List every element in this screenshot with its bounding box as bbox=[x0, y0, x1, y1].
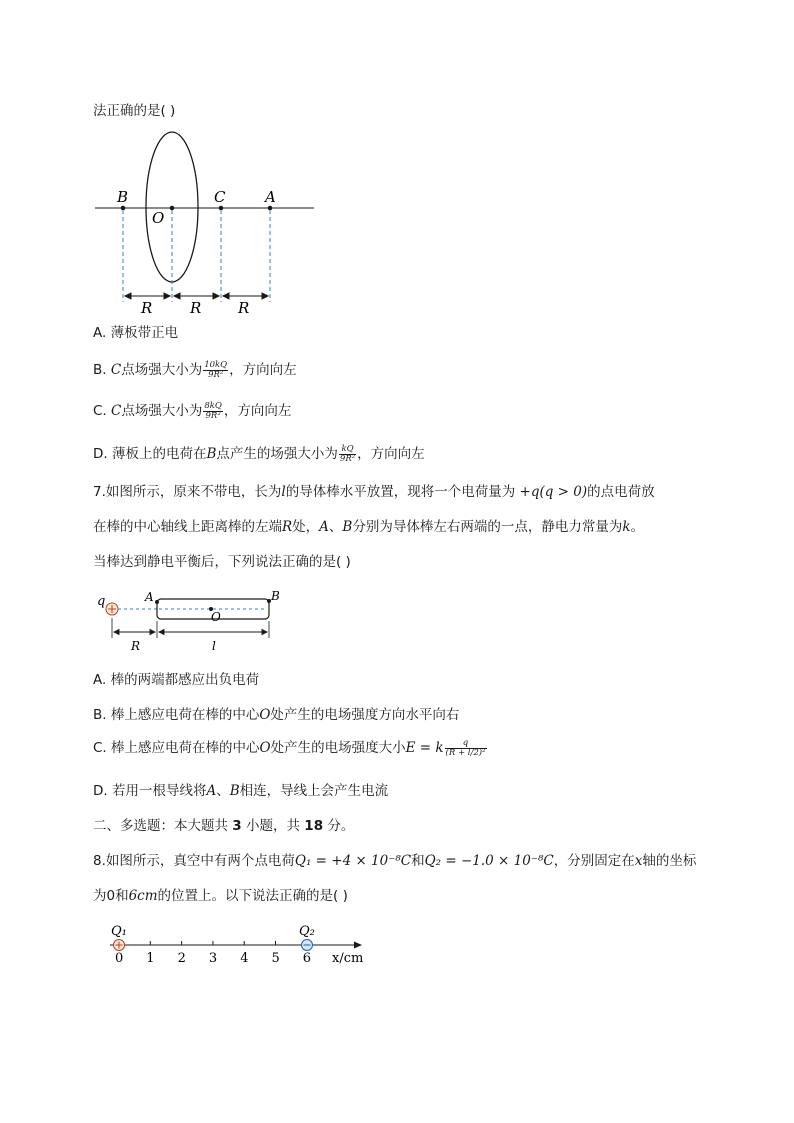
q7-option-D-b: 相连，导线上会产生电流 bbox=[239, 783, 389, 799]
q8-l2-c: 的位置上。以下说法正确的是( ) bbox=[157, 888, 348, 904]
q6-option-C-suffix: ，方向向左 bbox=[223, 403, 292, 419]
q7-stem-line1 bbox=[93, 482, 655, 502]
q8-l1-Q1: Q₁ = +4 × 10⁻⁸C bbox=[294, 853, 412, 869]
section2-c: 分。 bbox=[323, 818, 355, 834]
q8-l1-b: ，分别固定在 bbox=[553, 853, 635, 869]
q6-label-C: C bbox=[214, 188, 226, 206]
q6-stem-tail: 法正确的是( ) bbox=[93, 103, 176, 119]
q7-extension-lines bbox=[112, 618, 269, 638]
q7-option-C bbox=[93, 738, 488, 758]
q8-tick-label: 1 bbox=[146, 951, 155, 966]
q7-option-C-num: q bbox=[445, 739, 487, 749]
q7-figure bbox=[95, 588, 295, 658]
q7-label-q: q bbox=[97, 594, 106, 609]
q6-dashed-guides bbox=[123, 210, 270, 302]
q7-l2-R: R bbox=[282, 519, 293, 535]
q6-option-C-fraction bbox=[203, 402, 223, 421]
q7-option-C-den: (R + l/2)² bbox=[445, 747, 486, 758]
q6-option-C-var: C bbox=[111, 403, 122, 419]
q7-point-A bbox=[155, 600, 159, 604]
q6-option-C-den: 9R² bbox=[205, 410, 221, 421]
q6-label-R1: R bbox=[141, 299, 153, 317]
q7-option-D-a: D. 若用一根导线将 bbox=[93, 783, 207, 799]
q7-l2-e: 。 bbox=[630, 519, 645, 535]
q6-option-C-num: 8kQ bbox=[204, 400, 222, 411]
q6-point-B bbox=[121, 206, 126, 211]
q6-option-B-prefix: B. bbox=[93, 362, 111, 378]
q7-l1-c: 的点电荷放 bbox=[587, 484, 655, 500]
q7-l2-a: 在棒的中心轴线上距离棒的左端 bbox=[93, 519, 282, 535]
q8-tick-label: 4 bbox=[240, 951, 249, 966]
q7-option-C-eq: E = k bbox=[405, 740, 444, 756]
q8-axis-arrow bbox=[354, 942, 362, 949]
q8-l1-x: x bbox=[634, 853, 643, 869]
q6-option-A: A. 薄板带正电 bbox=[93, 325, 179, 341]
q6-label-R3: R bbox=[238, 299, 250, 317]
section2-n1: 3 bbox=[232, 818, 242, 834]
q7-option-B bbox=[93, 705, 459, 725]
q8-l1-Q2: Q₂ = −1.0 × 10⁻⁸C bbox=[424, 853, 554, 869]
q7-label-O: O bbox=[211, 610, 221, 624]
q7-label-l: l bbox=[212, 639, 216, 653]
q8-l2-6: 6cm bbox=[128, 888, 158, 904]
q8-stem-line2 bbox=[93, 886, 348, 906]
q7-option-C-a: C. 棒上感应电荷在棒的中心 bbox=[93, 740, 260, 756]
q7-option-B-b: 处产生的电场强度方向水平向右 bbox=[270, 707, 460, 723]
q7-l2-B: B bbox=[342, 519, 353, 535]
q7-option-D-A: A bbox=[206, 783, 217, 799]
q6-figure bbox=[90, 130, 320, 320]
q8-l1-and: 和 bbox=[411, 853, 425, 869]
q6-option-D bbox=[93, 444, 425, 464]
q6-option-B-mid: 点场强大小为 bbox=[121, 362, 203, 378]
q7-option-C-b: 处产生的电场强度大小 bbox=[270, 740, 406, 756]
q6-option-B bbox=[93, 360, 297, 380]
q8-tick-label: 0 bbox=[115, 951, 124, 966]
q8-l1-c: 轴的坐标 bbox=[642, 853, 697, 869]
q7-option-D-sep: 、 bbox=[216, 783, 230, 799]
q8-l2-0: 0 bbox=[106, 888, 116, 904]
q6-point-A bbox=[268, 206, 273, 211]
q8-label-Q1: Q₁ bbox=[111, 924, 127, 939]
q6-option-B-fraction bbox=[203, 361, 228, 380]
q7-l1-q: +q(q > 0) bbox=[519, 484, 588, 500]
q6-option-C bbox=[93, 401, 291, 421]
q8-stem-line1 bbox=[93, 851, 696, 871]
q7-option-D-B: B bbox=[229, 783, 240, 799]
q6-option-C-mid: 点场强大小为 bbox=[121, 403, 203, 419]
q7-option-A: A. 棒的两端都感应出负电荷 bbox=[93, 672, 260, 688]
q6-label-R2: R bbox=[190, 299, 202, 317]
q7-label-R: R bbox=[131, 639, 141, 653]
q6-option-D-fraction bbox=[339, 445, 356, 464]
q6-point-C bbox=[219, 206, 224, 211]
q8-tick-label: 2 bbox=[177, 951, 186, 966]
section2-n2: 18 bbox=[304, 818, 324, 834]
q7-option-D bbox=[93, 781, 388, 801]
q7-option-C-O: O bbox=[259, 740, 271, 756]
section2-a: 二、多选题：本大题共 bbox=[93, 818, 233, 834]
q7-l2-c: 、 bbox=[328, 519, 343, 535]
q6-label-A: A bbox=[265, 188, 276, 206]
q8-l1-a: 8.如图所示，真空中有两个点电荷 bbox=[93, 853, 295, 869]
q7-l2-d: 分别为导体棒左右两端的一点，静电力常量为 bbox=[352, 519, 623, 535]
q8-label-Q2: Q₂ bbox=[299, 924, 315, 939]
q6-option-B-den: 9R² bbox=[208, 369, 224, 380]
q7-l2-b: 处， bbox=[292, 519, 320, 535]
q6-option-B-var: C bbox=[110, 362, 122, 378]
q6-option-D-den: 9R² bbox=[339, 453, 356, 464]
q6-label-B: B bbox=[117, 188, 129, 206]
q7-l2-A: A bbox=[319, 519, 329, 535]
q8-axis-label: x/cm bbox=[332, 951, 364, 966]
q7-l1-a: 7.如图所示，原来不带电，长为 bbox=[93, 484, 282, 500]
q6-option-D-var: B bbox=[206, 446, 217, 462]
q6-option-D-num: kQ bbox=[339, 445, 356, 455]
q7-l2-k: k bbox=[622, 519, 631, 535]
q8-l2-a: 为 bbox=[93, 888, 107, 904]
q8-tick-label: 6 bbox=[302, 951, 312, 966]
q8-l2-b: 和 bbox=[115, 888, 129, 904]
q6-label-O: O bbox=[152, 209, 165, 227]
q7-label-B: B bbox=[271, 589, 280, 603]
q8-tick-label: 3 bbox=[208, 951, 218, 966]
section2-heading bbox=[93, 816, 354, 836]
q7-stem-line2 bbox=[93, 517, 644, 537]
q8-tick-label: 5 bbox=[271, 951, 280, 966]
q7-option-B-a: B. 棒上感应电荷在棒的中心 bbox=[93, 707, 260, 723]
q7-label-A: A bbox=[145, 590, 154, 604]
section2-b: 小题，共 bbox=[241, 818, 305, 834]
q8-figure bbox=[100, 920, 370, 975]
q7-l1-b: 的导体棒水平放置，现将一个电荷量为 bbox=[285, 484, 520, 500]
q6-option-C-prefix: C. bbox=[93, 403, 112, 419]
q6-option-D-suffix: ，方向向左 bbox=[357, 446, 425, 462]
q7-option-B-O: O bbox=[259, 707, 271, 723]
q7-distance-arrows bbox=[114, 630, 267, 635]
q6-point-O bbox=[170, 206, 175, 211]
q7-l1-l: l bbox=[281, 484, 286, 500]
q6-option-D-mid: 点产生的场强大小为 bbox=[216, 446, 338, 462]
q7-option-C-fraction bbox=[445, 739, 487, 758]
q6-option-B-suffix: ，方向向左 bbox=[229, 362, 297, 378]
q7-stem-line3: 当棒达到静电平衡后，下列说法正确的是( ) bbox=[93, 554, 351, 570]
q6-option-D-prefix: D. 薄板上的电荷在 bbox=[93, 446, 207, 462]
q6-option-B-num: 10kQ bbox=[204, 359, 228, 370]
